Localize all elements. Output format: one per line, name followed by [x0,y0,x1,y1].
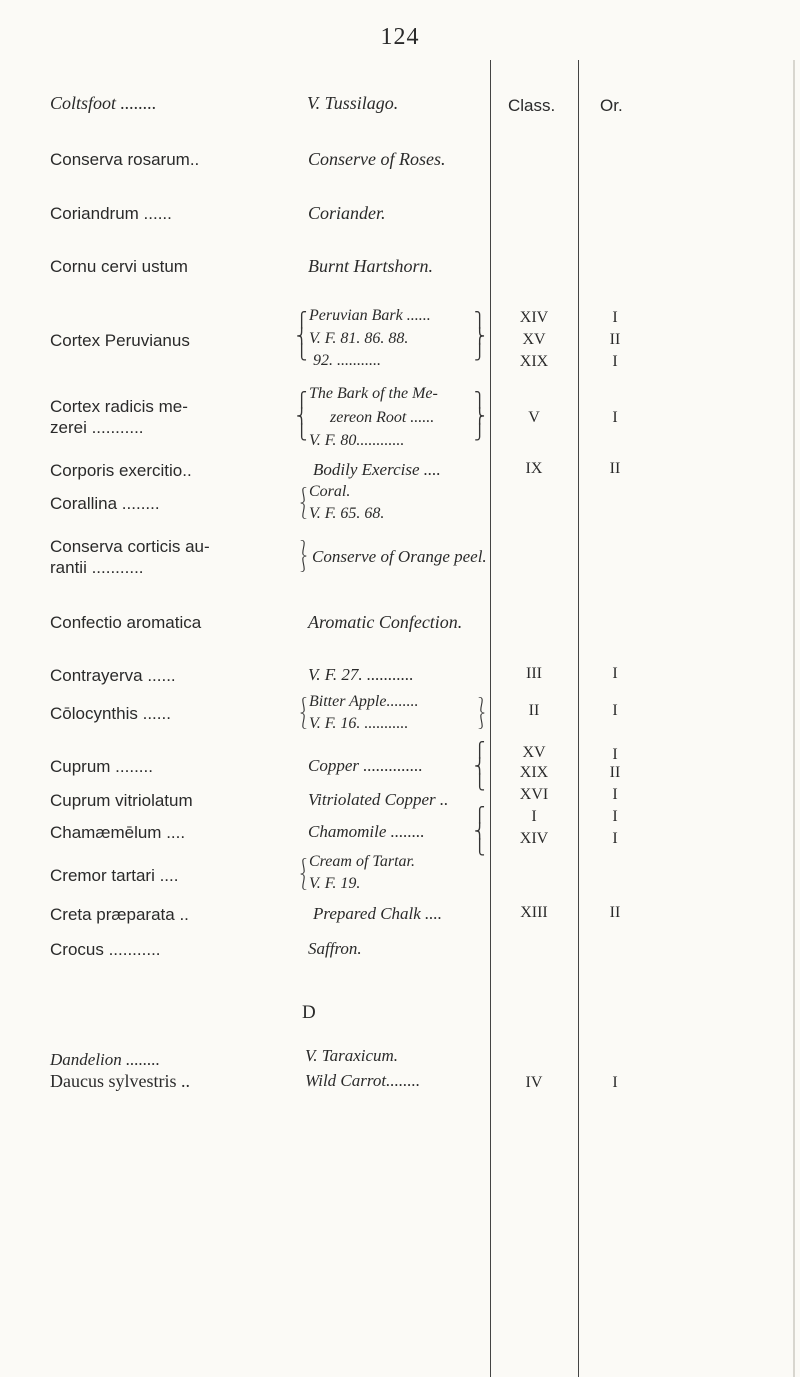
entry-english-corallina-2: V. F. 65. 68. [309,505,385,522]
right-brace: ⎱ ⎰ [474,696,490,730]
class-numeral: XV [522,744,546,761]
entry-latin-corallina: Corallina ........ [50,494,160,513]
right-brace: ⎧ ⎨ ⎩ [474,806,486,856]
entry-english-dandelion: V. Taraxicum. [305,1046,399,1065]
class-numeral: XIX [519,353,549,370]
class-numeral: XVI [519,786,549,803]
left-brace: ⎰ ⎱ [296,696,312,730]
order-numeral: II [609,331,621,348]
entry-english-cremor-tartari-2: V. F. 19. [309,875,361,892]
class-numeral: IV [525,1074,543,1091]
entry-english-conserva-aurantii: Conserve of Orange peel. [312,547,487,566]
class-numeral: I [531,808,537,825]
left-brace: ⎰ ⎱ [296,486,312,520]
entry-latin-cortex-peruvianus: Cortex Peruvianus [50,331,190,350]
class-numeral: XIV [519,830,549,847]
class-numeral: V [528,409,540,426]
entry-latin-conserva-rosarum: Conserva rosarum.. [50,150,200,169]
class-numeral: II [528,702,540,719]
order-numeral: II [609,904,621,921]
order-numeral: I [612,1074,618,1091]
entry-english-coriandrum: Coriander. [308,203,386,223]
class-numeral: IX [525,460,543,477]
entry-english-conserva-rosarum: Conserve of Roses. [308,149,446,169]
class-header: Class. [508,96,556,115]
entry-english-cuprum-vitriolatum: Vitriolated Copper .. [308,790,449,809]
entry-latin-cortex-mezerei-2: zerei ........... [50,418,144,437]
entry-english-corporis-exercitio: Bodily Exercise .... [313,460,441,479]
entry-latin-conserva-aurantii-1: Conserva corticis au- [50,537,210,556]
entry-english-cortex-peruvianus-3: 92. ........... [313,352,381,369]
entry-english-colocynthis-2: V. F. 16. ........... [309,715,409,732]
class-numeral: III [526,665,542,682]
entry-english-creta-praeparata: Prepared Chalk .... [313,904,443,923]
class-numeral: XIX [519,764,549,781]
entry-english-cremor-tartari-1: Cream of Tartar. [309,853,415,870]
order-numeral: II [609,764,621,781]
entry-latin-cuprum: Cuprum ........ [50,757,153,776]
entry-latin-cornu-cervi: Cornu cervi ustum [50,257,188,276]
left-brace: ⎧ ⎨ ⎩ [296,311,308,361]
entry-english-cortex-mezerei-2: zereon Root ...... [330,409,435,426]
order-numeral: II [609,460,621,477]
entry-english-cornu-cervi: Burnt Hartshorn. [308,256,434,276]
entry-english-corallina-1: Coral. [309,483,351,500]
entry-english-daucus: Wild Carrot........ [305,1071,421,1090]
order-numeral: I [612,309,618,326]
entry-latin-crocus: Crocus ........... [50,940,161,959]
entry-english-confectio-aromatica: Aromatic Confection. [308,612,463,632]
order-numeral: I [612,702,618,719]
entry-english-cuprum: Copper .............. [308,756,423,775]
class-numeral: XIV [519,309,549,326]
entry-latin-contrayerva: Contrayerva ...... [50,666,176,685]
class-numeral: XV [522,331,546,348]
entry-english-crocus: Saffron. [308,939,362,958]
entry-latin-cremor-tartari: Cremor tartari .... [50,866,179,885]
entry-latin-colocynthis: Cōlocynthis ...... [50,704,171,723]
entry-latin-coriandrum: Coriandrum ...... [50,204,172,223]
order-numeral: I [612,808,618,825]
right-brace: ⎫ ⎬ ⎭ [474,311,486,361]
entry-english-cortex-peruvianus-2: V. F. 81. 86. 88. [309,330,409,347]
right-brace: ⎫ ⎬ ⎭ [474,391,486,441]
order-numeral: I [612,746,618,763]
entry-latin-cuprum-vitriolatum: Cuprum vitriolatum [50,791,193,810]
class-numeral: XIII [520,904,548,921]
entry-latin-dandelion: Dandelion ........ [50,1050,161,1069]
entry-english-chamaemelum: Chamomile ........ [308,822,425,841]
order-numeral: I [612,786,618,803]
entry-latin-cortex-mezerei-1: Cortex radicis me- [50,397,188,416]
column-divider-order [578,60,579,1377]
right-brace: ⎧ ⎨ ⎩ [474,741,486,791]
entry-latin-confectio-aromatica: Confectio aromatica [50,613,202,632]
entry-latin-daucus: Daucus sylvestris .. [50,1071,190,1091]
order-numeral: I [612,409,618,426]
entry-latin-conserva-aurantii-2: rantii ........... [50,558,144,577]
entry-english-coltsfoot: V. Tussilago. [307,93,399,113]
entry-latin-corporis-exercitio: Corporis exercitio.. [50,461,192,480]
entry-latin-chamaemelum: Chamæmēlum .... [50,823,186,842]
left-brace: ⎧ ⎨ ⎩ [296,391,308,441]
right-brace: ⎱ ⎰ [296,539,312,573]
entry-latin-creta-praeparata: Creta præparata .. [50,905,189,924]
entry-latin-coltsfoot: Coltsfoot ........ [50,93,157,113]
entry-english-colocynthis-1: Bitter Apple........ [309,693,419,710]
order-numeral: I [612,830,618,847]
entry-english-cortex-mezerei-3: V. F. 80............ [309,432,405,449]
entry-english-cortex-peruvianus-1: Peruvian Bark ...... [309,307,431,324]
order-header: Or. [600,96,623,115]
order-numeral: I [612,665,618,682]
page-number: 124 [380,24,420,50]
page-edge [793,60,795,1377]
entry-english-contrayerva: V. F. 27. ........... [308,665,414,684]
left-brace: ⎰ ⎱ [296,857,312,891]
order-numeral: I [612,353,618,370]
entry-english-cortex-mezerei-1: The Bark of the Me- [309,385,438,402]
section-letter: D [302,1002,316,1023]
